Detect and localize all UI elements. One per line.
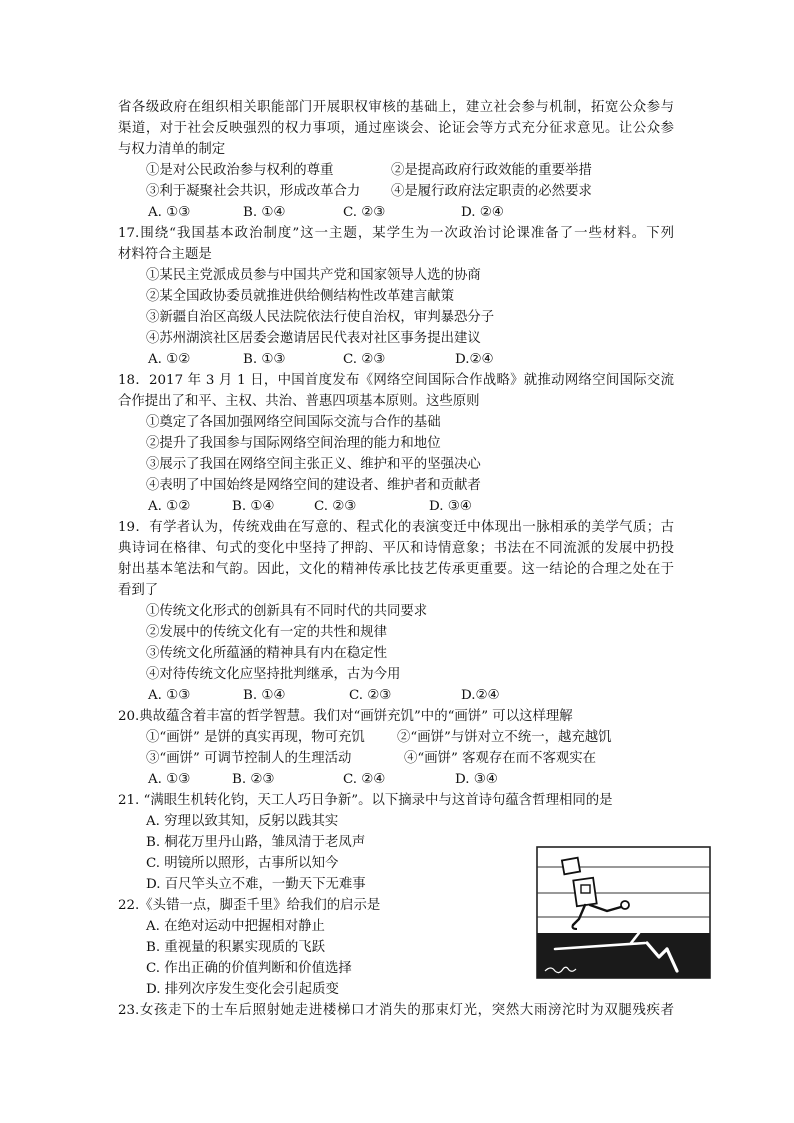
- q21-option-a: A. 穷理以致其知，反躬以践其实: [146, 814, 339, 829]
- q19-option-4: ④对待传统文化应坚持批判继承，古为今用: [146, 667, 401, 682]
- q21-line-1: 21. “满眼生机转化钧，天工人巧日争新”。以下摘录中与这首诗句蕴含哲理相同的是: [118, 793, 613, 808]
- q16-option-3: ③利于凝聚社会共识，形成改革合力: [146, 184, 361, 199]
- running-figure-cartoon-icon: [535, 845, 712, 980]
- q20-answer-d: D. ③④: [455, 772, 498, 787]
- q17-line-1: 17.围绕“我国基本政治制度”这一主题，某学生为一次政治讨论课准备了一些材料。下列: [118, 226, 674, 241]
- q16-option-1: ①是对公民政治参与权利的尊重: [146, 163, 334, 178]
- q20-answer-a: A. ①③: [148, 772, 191, 787]
- q19-option-1: ①传统文化形式的创新具有不同时代的共同要求: [146, 604, 428, 619]
- q23-line-1: 23.女孩走下的士车后照射她走进楼梯口才消失的那束灯光，突然大雨滂沱时为双腿残疾者: [118, 1003, 674, 1018]
- q19-answer-c: C. ②③: [349, 688, 392, 703]
- q18-line-1: 18．2017 年 3 月 1 日，中国首度发布《网络空间国际合作战略》就推动网络空间国际交流: [118, 373, 674, 388]
- q17-answer-c: C. ②③: [343, 352, 386, 367]
- q18-answer-b: B. ①④: [232, 499, 275, 514]
- q22-line-1: 22.《头错一点，脚歪千里》给我们的启示是: [118, 898, 381, 913]
- q18-option-1: ①奠定了各国加强网络空间国际交流与合作的基础: [146, 415, 441, 430]
- q20-answer-b: B. ②③: [232, 772, 275, 787]
- q19-answer-b: B. ①④: [243, 688, 286, 703]
- q16-answer-c: C. ②③: [343, 205, 386, 220]
- q17-option-4: ④苏州湖滨社区居委会邀请居民代表对社区事务提出建议: [146, 331, 481, 346]
- q16-line-1: 省各级政府在组织相关职能部门开展职权审核的基础上，建立社会参与机制，拓宽公众参与: [118, 100, 674, 115]
- q20-line-1: 20.典故蕴含着丰富的哲学智慧。我们对“画饼充饥”中的“画饼” 可以这样理解: [118, 709, 573, 724]
- q16-option-4: ④是履行政府法定职责的必然要求: [391, 184, 592, 199]
- q17-answer-a: A. ①②: [148, 352, 191, 367]
- q16-answer-b: B. ①④: [243, 205, 286, 220]
- q18-line-2: 合作提出了和平、主权、共治、普惠四项基本原则。这些原则: [118, 394, 480, 409]
- q19-line-4: 看到了: [118, 583, 159, 598]
- q20-option-1: ①“画饼” 是饼的真实再现，物可充饥: [146, 730, 365, 745]
- q19-answer-a: A. ①③: [148, 688, 191, 703]
- q17-option-3: ③新疆自治区高级人民法院依法行使自治权，审判暴恐分子: [146, 310, 495, 325]
- q22-option-c: C. 作出正确的价值判断和价值选择: [146, 961, 352, 976]
- q18-option-2: ②提升了我国参与国际网络空间治理的能力和地位: [146, 436, 441, 451]
- q18-answer-a: A. ①②: [148, 499, 191, 514]
- q20-option-2: ②“画饼”与饼对立不统一，越充越饥: [397, 730, 612, 745]
- q17-option-2: ②某全国政协委员就推进供给侧结构性改革建言献策: [146, 289, 454, 304]
- q22-option-d: D. 排列次序发生变化会引起质变: [146, 982, 339, 997]
- q18-option-4: ④表明了中国始终是网络空间的建设者、维护者和贡献者: [146, 478, 481, 493]
- q18-option-3: ③展示了我国在网络空间主张正义、维护和平的坚强决心: [146, 457, 481, 472]
- q16-line-2: 渠道，对于社会反映强烈的权力事项，通过座谈会、论证会等方式充分征求意见。让公众参: [118, 121, 674, 136]
- q21-option-b: B. 桐花万里丹山路，雏凤清于老凤声: [146, 835, 366, 850]
- q17-answer-b: B. ①③: [243, 352, 286, 367]
- q20-option-3: ③“画饼” 可调节控制人的生理活动: [146, 751, 352, 766]
- q20-answer-c: C. ②④: [343, 772, 386, 787]
- q21-option-c: C. 明镜所以照形，古事所以知今: [146, 856, 339, 871]
- q16-answer-a: A. ①③: [148, 205, 191, 220]
- q19-line-3: 射出基本笔法和气韵。因此，文化的精神传承比技艺传承更重要。这一结论的合理之处在于: [118, 562, 674, 577]
- q19-line-1: 19．有学者认为，传统戏曲在写意的、程式化的表演变迁中体现出一脉相承的美学气质；古: [118, 520, 674, 535]
- q19-line-2: 典诗词在格律、句式的变化中坚持了押韵、平仄和诗情意象；书法在不同流派的发展中扔投: [118, 541, 674, 556]
- q21-option-d: D. 百尺竿头立不难，一勤天下无难事: [146, 877, 366, 892]
- q17-line-2: 材料符合主题是: [118, 247, 212, 262]
- q16-option-2: ②是提高政府行政效能的重要举措: [391, 163, 592, 178]
- q19-answer-d: D.②④: [461, 688, 500, 703]
- q19-option-2: ②发展中的传统文化有一定的共性和规律: [146, 625, 388, 640]
- q16-line-3: 与权力清单的制定: [118, 142, 226, 157]
- q17-answer-d: D.②④: [455, 352, 494, 367]
- q18-answer-d: D. ③④: [429, 499, 472, 514]
- q18-answer-c: C. ②③: [314, 499, 357, 514]
- q16-answer-d: D. ②④: [461, 205, 504, 220]
- q22-option-a: A. 在绝对运动中把握相对静止: [146, 919, 325, 934]
- q17-option-1: ①某民主党派成员参与中国共产党和国家领导人选的协商: [146, 268, 481, 283]
- q22-option-b: B. 重视量的积累实现质的飞跃: [146, 940, 326, 955]
- q20-option-4: ④“画饼” 客观存在而不客观实在: [404, 751, 597, 766]
- q19-option-3: ③传统文化所蕴涵的精神具有内在稳定性: [146, 646, 388, 661]
